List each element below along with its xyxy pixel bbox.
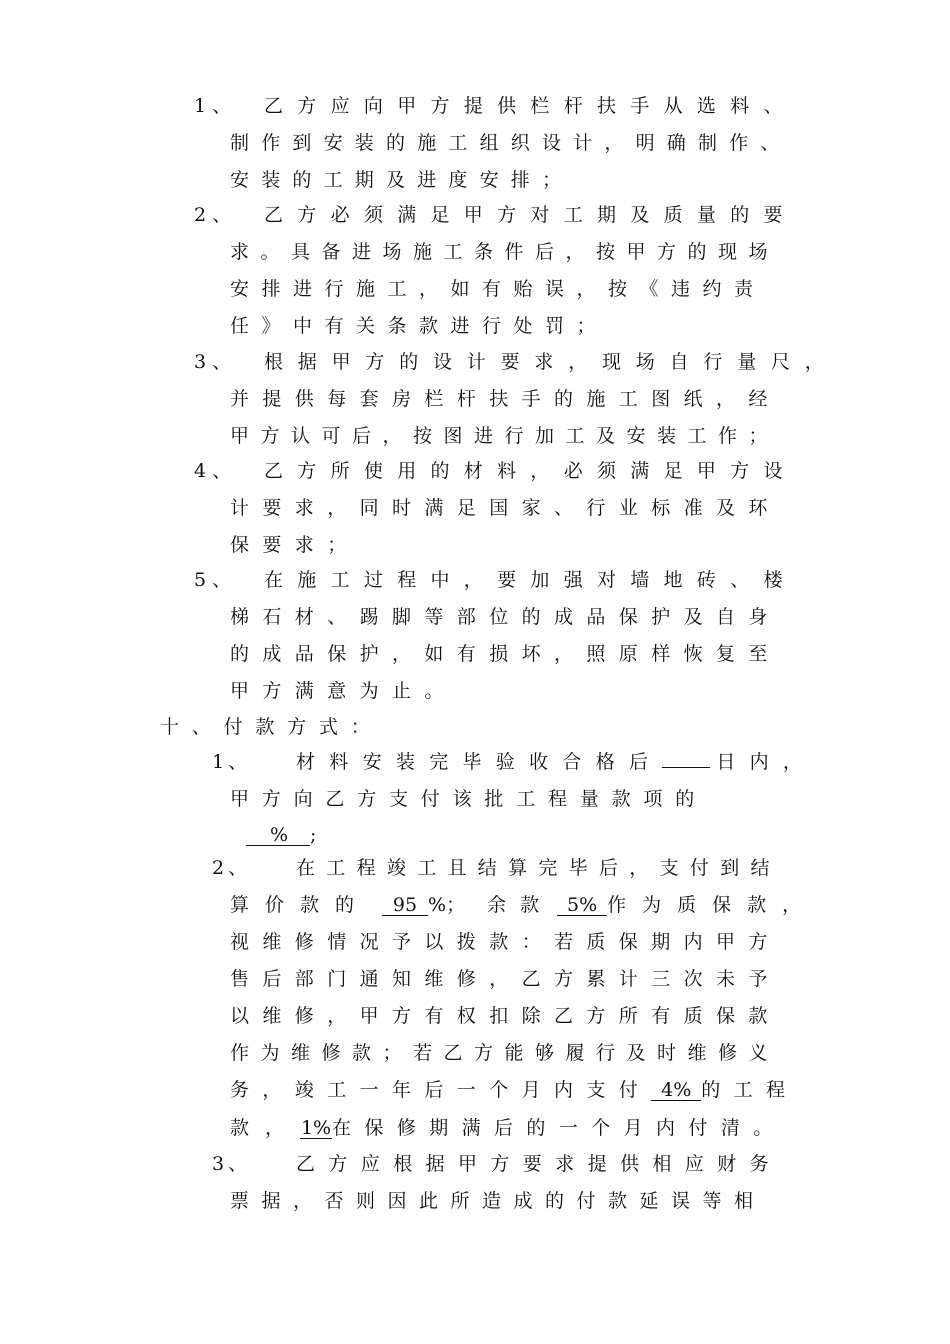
payment-2-line-4: 售后部门通知维修，乙方累计三次未予: [230, 968, 781, 990]
item-1-line-2: 制作到安装的施工组织设计，明确制作、: [230, 132, 792, 154]
item-4-number: 4、: [194, 460, 238, 482]
item-2-line-4: 任》中有关条款进行处罚；: [230, 315, 609, 337]
payment-2-percent-5[interactable]: 5%: [557, 895, 607, 916]
payment-1-line-1-text-a: 材料安装完毕验收合格后: [296, 751, 663, 773]
payment-1-line-1: [296, 750, 816, 774]
item-5-line-4: 甲方满意为止。: [230, 680, 457, 702]
payment-1-number: 1、: [212, 751, 252, 773]
payment-1-days-blank[interactable]: [662, 767, 710, 768]
payment-1-line-3-end: ;: [310, 824, 317, 846]
payment-2-line-2-text-a: 算价款的: [230, 894, 371, 916]
payment-2-line-2-remain: 余款: [487, 894, 554, 916]
payment-2-line-7-text-a: 务，竣工一年后一个月内支付: [230, 1079, 652, 1101]
item-1-line-1: 乙方应向甲方提供栏杆扶手从选料、: [264, 95, 797, 117]
item-4-line-2: 计要求，同时满足国家、行业标准及环: [230, 497, 781, 519]
payment-2-line-2-text-b: 作为质保款，: [607, 894, 818, 916]
item-1-line-3: 安装的工期及进度安排；: [230, 169, 574, 191]
payment-1-percent-blank[interactable]: %: [246, 825, 310, 846]
item-3-line-3: 甲方认可后，按图进行加工及安装工作；: [230, 425, 780, 447]
payment-2-line-7-text-b: 的工程: [701, 1079, 799, 1101]
item-5-number: 5、: [194, 569, 238, 591]
item-5-line-3: 的成品保护，如有损坏，照原样恢复至: [230, 643, 781, 665]
item-2-line-2: 求。具备进场施工条件后，按甲方的现场: [230, 241, 780, 263]
payment-2-line-7: [230, 1078, 798, 1102]
payment-2-percent-95[interactable]: 95: [382, 895, 428, 916]
item-2-line-3: 安排进行施工，如有贻误，按《违约责: [230, 278, 766, 300]
item-4-line-3: 保要求；: [230, 534, 360, 556]
payment-3-number: 3、: [212, 1153, 252, 1175]
payment-2-line-2-percent-sign: %；: [428, 894, 466, 916]
payment-1-line-3: [246, 823, 316, 847]
payment-2-percent-4[interactable]: 4%: [651, 1080, 701, 1101]
item-2-number: 2、: [194, 204, 238, 226]
payment-2-number: 2、: [212, 857, 252, 879]
payment-2-line-6: 作为维修款；若乙方能够履行及时维修义: [230, 1042, 780, 1064]
payment-2-line-3: 视维修情况予以拨款：若质保期内甲方: [230, 931, 781, 953]
item-5-line-1: 在施工过程中，要加强对墙地砖、楼: [264, 569, 797, 591]
item-3-number: 3、: [194, 351, 238, 373]
item-2-line-1: 乙方必须满足甲方对工期及质量的要: [264, 204, 797, 226]
payment-2-line-8-text-b: 在保修期满后的一个月内付清。: [332, 1117, 786, 1139]
item-4-line-1: 乙方所使用的材料，必须满足甲方设: [264, 460, 797, 482]
item-3-line-1: 根据甲方的设计要求，现场自行量尺，: [264, 351, 839, 373]
payment-2-line-5: 以维修，甲方有权扣除乙方所有质保款: [230, 1005, 781, 1027]
payment-2-line-8: [230, 1116, 786, 1140]
item-3-line-2: 并提供每套房栏杆扶手的施工图纸，经: [230, 388, 781, 410]
payment-2-percent-1[interactable]: 1%: [300, 1117, 332, 1139]
item-1-number: 1、: [194, 95, 238, 117]
payment-1-line-2: 甲方向乙方支付该批工程量款项的: [230, 788, 708, 810]
section-10-heading: 十、付款方式：: [160, 716, 383, 738]
item-5-line-2: 梯石材、踢脚等部位的成品保护及自身: [230, 606, 781, 628]
payment-2-line-8-text-a: 款，: [230, 1117, 301, 1139]
payment-3-line-2: 票据，否则因此所造成的付款延误等相: [230, 1190, 766, 1212]
payment-2-line-2: [230, 893, 817, 917]
payment-2-line-1: 在工程竣工且结算完毕后，支付到结: [296, 857, 781, 879]
payment-1-line-1-text-b: 日内，: [716, 751, 817, 773]
payment-3-line-1: 乙方应根据甲方要求提供相应财务: [296, 1153, 783, 1175]
